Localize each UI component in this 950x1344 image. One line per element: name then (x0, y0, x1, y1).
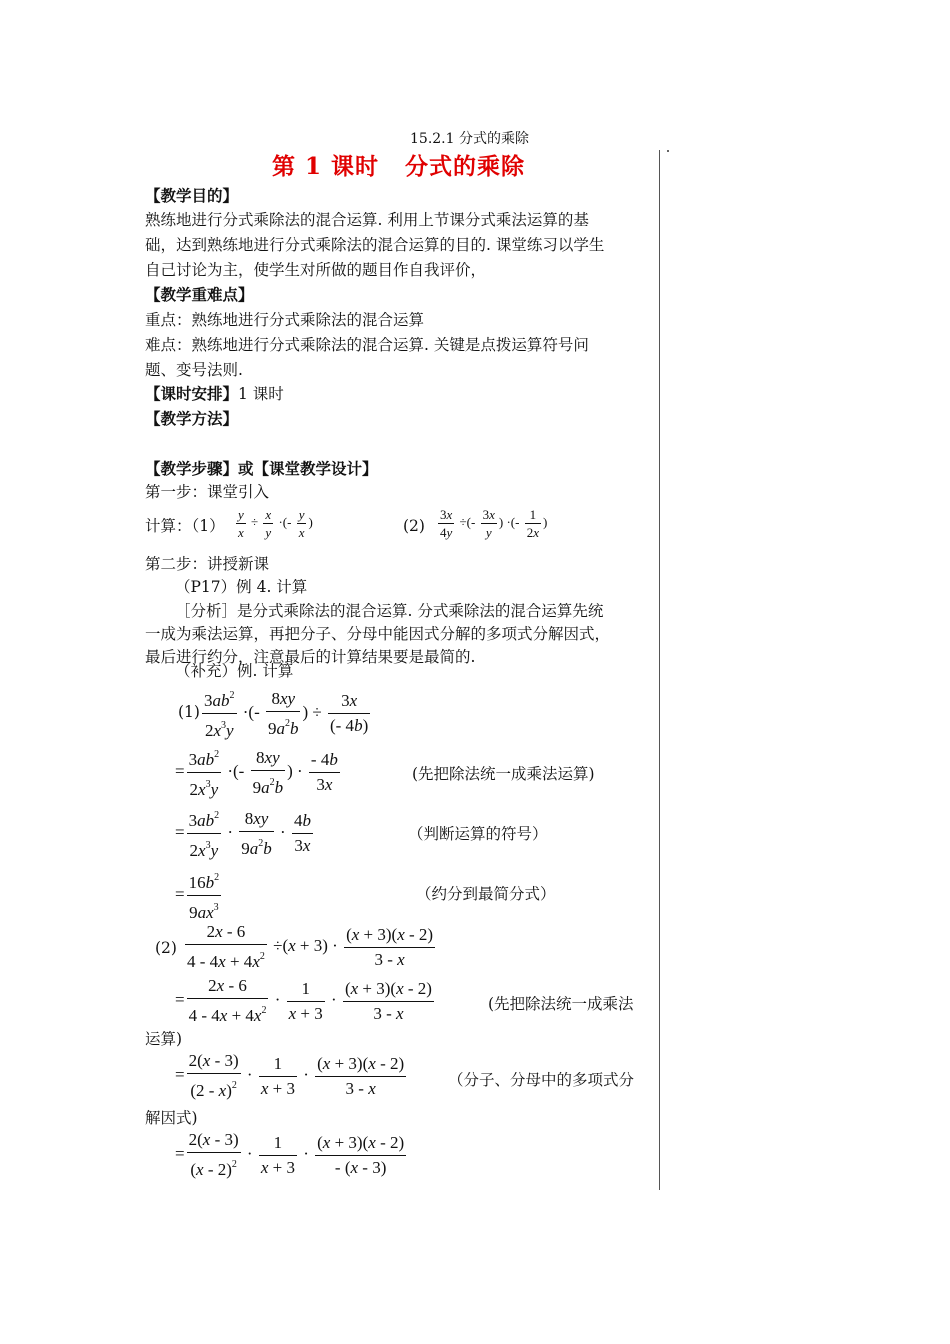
equals-sign: = (175, 884, 185, 904)
schedule-value: 1 课时 (238, 385, 284, 403)
problem-1-step-2: = $\frac{3ab^2}{2x^3y}$ · $\frac{8xy}{9a^2b}$ · $\frac{4b}{3x}$ (175, 804, 315, 863)
note-factor-b: 解因式) (145, 1109, 198, 1127)
title-part-a: 第 1 课时 (272, 153, 380, 180)
objective-line-2: 础，达到熟练地进行分式乘除法的混合运算的目的. 课堂练习以学生 (145, 236, 605, 254)
problem-1-step-1: = $\frac{3ab^2}{2x^3y}$ ·(- $\frac{8xy}{9a^2b}$ ) · $\frac{- 4b}{3x}$ (175, 743, 342, 802)
difficulty-line-2: 题、变号法则. (145, 361, 243, 379)
analysis-line-1: ［分析］是分式乘除法的混合运算. 分式乘除法的混合运算先统 (175, 602, 604, 620)
difficulty-line-1: 难点：熟练地进行分式乘除法的混合运算. 关键是点拨运算符号问 (145, 336, 589, 354)
lesson-subtitle: 15.2.1 分式的乘除 (410, 131, 529, 147)
problem-2-step-3: = $\frac{2(x - 3)}{(x - 2)^2}$ · $\frac{1}{x + 3}$ · $\frac{(x + 3)(x - 2)}{- (x - 3)}$ (175, 1130, 405, 1179)
calc-2-label: (2) (403, 517, 425, 535)
schedule-line (145, 384, 284, 404)
step-one: 第一步：课堂引入 (145, 483, 270, 501)
border-marker (667, 150, 669, 152)
supplement-example: （补充）例. 计算 (175, 662, 294, 680)
problem-2-expression: $\frac{2x - 6}{4 - 4x + 4x^2}$ ÷(x + 3) · $\frac{(x + 3)(x - 2)}{3 - x}$ (187, 922, 434, 971)
analysis-line-2: 一成为乘法运算，再把分子、分母中能因式分解的多项式分解因式， (145, 625, 611, 643)
heading-method: 【教学方法】 (145, 409, 239, 428)
lesson-title (272, 148, 525, 181)
note-convert-division: (先把除法统一成乘法运算) (412, 765, 595, 783)
intro-expression-2: $\frac{3x}{4y}$ ÷(- $\frac{3x}{y}$ ) ·(- $\frac{1}{2x}$ ) (440, 507, 548, 540)
equals-sign: = (175, 1143, 185, 1163)
equals-sign: = (175, 1064, 185, 1084)
key-point: 重点：熟练地进行分式乘除法的混合运算 (145, 311, 425, 329)
note-simplify: （约分到最简分式） (416, 885, 556, 903)
heading-schedule: 【课时安排】 (145, 384, 239, 403)
equals-sign: = (175, 822, 185, 842)
problem-2-step-2: = $\frac{2(x - 3)}{(2 - x)^2}$ · $\frac{1}{x + 3}$ · $\frac{(x + 3)(x - 2)}{3 - x}$ (175, 1051, 405, 1100)
intro-expression-1: $\frac{y}{x}$ ÷ $\frac{x}{y}$ ·(- $\frac{y}{x}$ ) (238, 507, 313, 540)
title-part-b: 分式的乘除 (405, 153, 526, 180)
note-factor-a: （分子、分母中的多项式分 (448, 1071, 635, 1089)
note-determine-sign: （判断运算的符号） (408, 825, 548, 843)
heading-objective: 【教学目的】 (145, 186, 239, 205)
equals-sign: = (175, 989, 185, 1009)
equals-sign: = (175, 761, 185, 781)
objective-line-1: 熟练地进行分式乘除法的混合运算. 利用上节课分式乘法运算的基 (145, 211, 589, 229)
problem-1-result: = $\frac{16b^2}{9ax^3}$ (175, 866, 223, 925)
problem-1-expression: $\frac{3ab^2}{2x^3y}$ ·(- $\frac{8xy}{9a^2b}$ ) ÷ $\frac{3x}{(- 4b)}$ (200, 684, 372, 743)
heading-keypoints: 【教学重难点】 (145, 285, 254, 304)
problem-1-label: (1) (178, 703, 200, 721)
heading-steps: 【教学步骤】或【课堂教学设计】 (145, 459, 378, 478)
step-two: 第二步：讲授新课 (145, 555, 270, 573)
note-convert-division-2b: 运算) (145, 1030, 183, 1048)
column-border (659, 150, 660, 1190)
example-4: （P17）例 4. 计算 (175, 578, 308, 596)
note-convert-division-2a: (先把除法统一成乘法 (488, 995, 634, 1013)
problem-2-label: (2) (155, 939, 177, 957)
objective-line-3: 自己讨论为主，使学生对所做的题目作自我评价， (145, 261, 487, 279)
calc-label: 计算：（1） (145, 517, 225, 535)
analysis-line-3: 最后进行约分，注意最后的计算结果要是最简的. (145, 648, 476, 666)
problem-2-step-1: = $\frac{2x - 6}{4 - 4x + 4x^2}$ · $\frac{1}{x + 3}$ · $\frac{(x + 3)(x - 2)}{3 - x}$ (175, 976, 432, 1025)
